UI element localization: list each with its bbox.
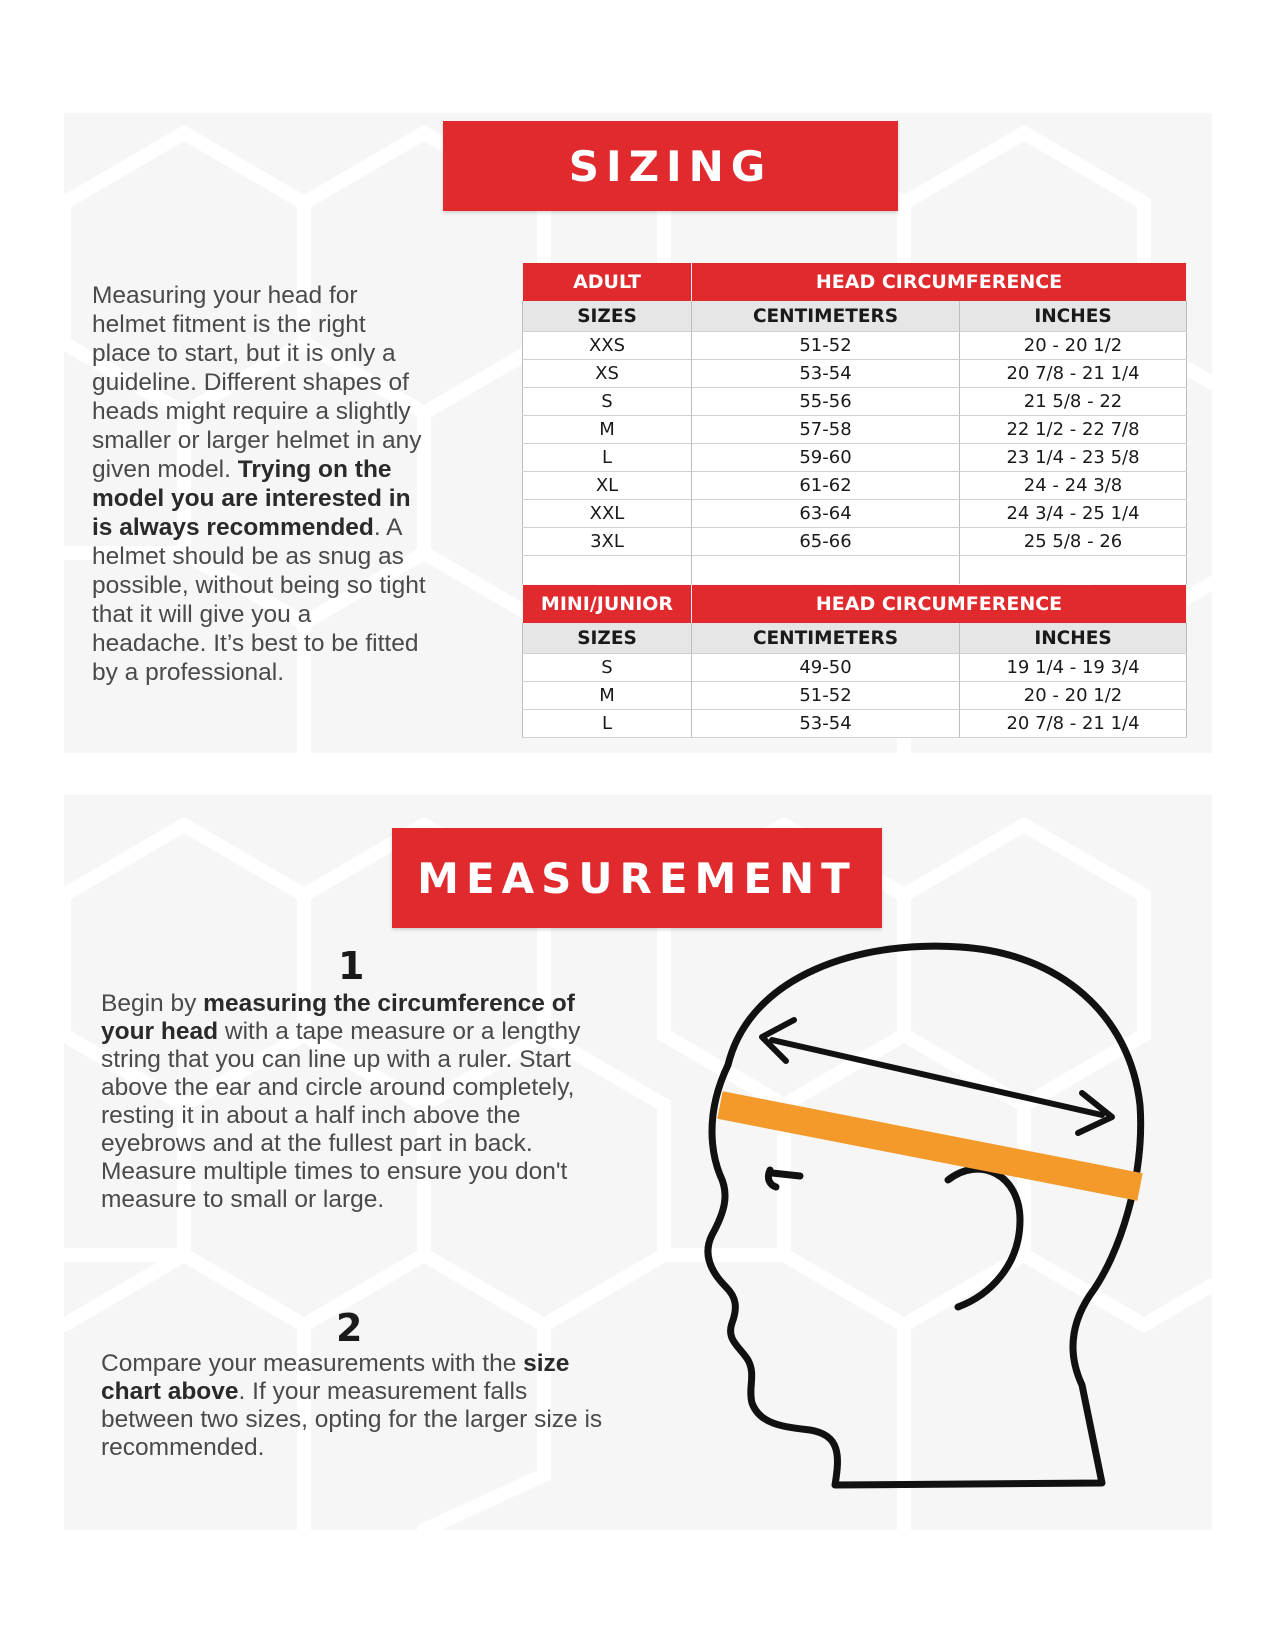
column-header-inches: INCHES bbox=[960, 301, 1187, 332]
sizing-title-banner bbox=[443, 121, 898, 211]
size-cell: M bbox=[523, 682, 692, 710]
inches-cell: 22 1/2 - 22 7/8 bbox=[960, 416, 1187, 444]
step-2-number: 2 bbox=[336, 1306, 363, 1350]
inches-cell: 19 1/4 - 19 3/4 bbox=[960, 654, 1187, 682]
column-header-centimeters: CENTIMETERS bbox=[692, 301, 960, 332]
measurement-title: MEASUREMENT bbox=[417, 853, 857, 903]
size-cell: L bbox=[523, 710, 692, 738]
adult-table-header bbox=[523, 263, 1187, 301]
cm-cell: 51-52 bbox=[692, 682, 960, 710]
adult-table-subheader bbox=[523, 301, 1187, 332]
table-row bbox=[523, 388, 1187, 416]
intro-text-bold: Trying on the model you are interested in is always recommended bbox=[92, 456, 411, 541]
table-row bbox=[523, 682, 1187, 710]
sizing-title: SIZING bbox=[568, 141, 773, 191]
adult-span-label: HEAD CIRCUMFERENCE bbox=[692, 263, 1187, 301]
size-cell: 3XL bbox=[523, 528, 692, 556]
cm-cell: 61-62 bbox=[692, 472, 960, 500]
adult-size-table bbox=[522, 263, 1187, 584]
table-row bbox=[523, 444, 1187, 472]
sizing-intro-text bbox=[92, 281, 427, 687]
cm-cell: 49-50 bbox=[692, 654, 960, 682]
column-header-sizes: SIZES bbox=[523, 623, 692, 654]
measurement-title-banner bbox=[392, 828, 882, 928]
step-1-number: 1 bbox=[338, 944, 365, 988]
junior-table-header bbox=[523, 585, 1187, 623]
table-row bbox=[523, 710, 1187, 738]
inches-cell: 20 7/8 - 21 1/4 bbox=[960, 360, 1187, 388]
head-outline bbox=[708, 946, 1141, 1485]
step-2-part1: Compare your measurements with the bbox=[101, 1350, 524, 1377]
cm-cell: 65-66 bbox=[692, 528, 960, 556]
size-cell: XS bbox=[523, 360, 692, 388]
junior-table-subheader bbox=[523, 623, 1187, 654]
cm-cell: 63-64 bbox=[692, 500, 960, 528]
junior-span-label: HEAD CIRCUMFERENCE bbox=[692, 585, 1187, 623]
size-cell: M bbox=[523, 416, 692, 444]
table-row bbox=[523, 416, 1187, 444]
intro-text-part1: Measuring your head for helmet fitment is the right place to start, but it is only a guideline. Different shapes of heads might require a slightly smaller or larger helmet in any given model. bbox=[92, 282, 422, 483]
column-header-sizes: SIZES bbox=[523, 301, 692, 332]
ear-line bbox=[948, 1169, 1020, 1307]
size-cell: XXL bbox=[523, 500, 692, 528]
table-row bbox=[523, 654, 1187, 682]
inches-cell: 20 - 20 1/2 bbox=[960, 682, 1187, 710]
step-1-text bbox=[101, 990, 621, 1214]
inches-cell: 23 1/4 - 23 5/8 bbox=[960, 444, 1187, 472]
inches-cell: 21 5/8 - 22 bbox=[960, 388, 1187, 416]
inches-cell: 20 7/8 - 21 1/4 bbox=[960, 710, 1187, 738]
table-row bbox=[523, 472, 1187, 500]
size-cell: S bbox=[523, 388, 692, 416]
cm-cell: 53-54 bbox=[692, 360, 960, 388]
size-cell: L bbox=[523, 444, 692, 472]
junior-group-label: MINI/JUNIOR bbox=[523, 585, 692, 623]
column-header-centimeters: CENTIMETERS bbox=[692, 623, 960, 654]
column-header-inches: INCHES bbox=[960, 623, 1187, 654]
table-row bbox=[523, 332, 1187, 360]
step-2-text bbox=[101, 1350, 621, 1462]
step-1-part2: with a tape measure or a lengthy string that you can line up with a ruler. Start above the ear and circle around completely, resting it in about a half inch above the eyebrows and at the fullest part in back. Measure multiple times to ensure you don't measure to small or large. bbox=[101, 1018, 581, 1213]
intro-text-part2: . A helmet should be as snug as possible, without being so tight that it will give you a headache. It’s best to be fitted by a professional. bbox=[92, 514, 426, 686]
step-1-bold: measuring the circumference of your head bbox=[101, 990, 575, 1045]
cm-cell: 53-54 bbox=[692, 710, 960, 738]
table-row bbox=[523, 500, 1187, 528]
table-spacer-row bbox=[523, 556, 1187, 585]
inches-cell: 24 - 24 3/8 bbox=[960, 472, 1187, 500]
cm-cell: 57-58 bbox=[692, 416, 960, 444]
size-cell: S bbox=[523, 654, 692, 682]
junior-size-table bbox=[522, 585, 1187, 738]
measure-arrow-line bbox=[772, 1040, 1102, 1115]
inches-cell: 25 5/8 - 26 bbox=[960, 528, 1187, 556]
inches-cell: 20 - 20 1/2 bbox=[960, 332, 1187, 360]
eye-line bbox=[768, 1170, 800, 1187]
table-row bbox=[523, 360, 1187, 388]
size-cell: XL bbox=[523, 472, 692, 500]
step-2-bold: size chart above bbox=[101, 1350, 570, 1405]
cm-cell: 55-56 bbox=[692, 388, 960, 416]
cm-cell: 59-60 bbox=[692, 444, 960, 472]
table-row bbox=[523, 528, 1187, 556]
head-profile-with-measuring-tape-icon bbox=[690, 935, 1180, 1495]
step-2-part2: . If your measurement falls between two sizes, opting for the larger size is recommended. bbox=[101, 1378, 603, 1461]
inches-cell: 24 3/4 - 25 1/4 bbox=[960, 500, 1187, 528]
step-1-part1: Begin by bbox=[101, 990, 204, 1017]
cm-cell: 51-52 bbox=[692, 332, 960, 360]
adult-group-label: ADULT bbox=[523, 263, 692, 301]
size-cell: XXS bbox=[523, 332, 692, 360]
